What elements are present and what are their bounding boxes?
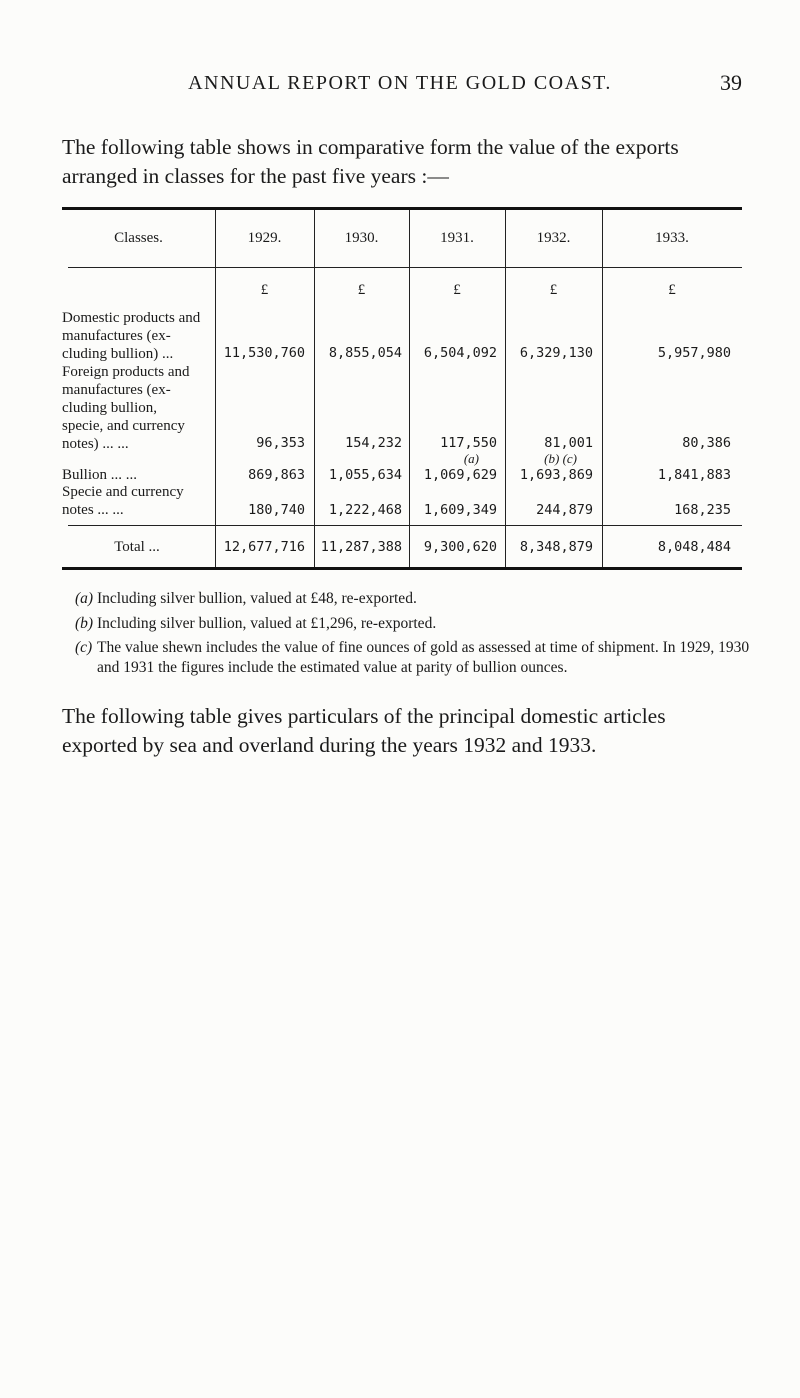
footnote-a (75, 589, 755, 611)
footnote-mark: (c) (75, 639, 93, 656)
col-header-1933: 1933. (655, 230, 689, 246)
intro-paragraph: The following table shows in comparative form the value of the exports arranged in classes for the past five years :— (62, 135, 679, 188)
table-cell: 180,740 (248, 502, 305, 518)
footnote-mark: (a) (75, 590, 94, 607)
table-cell: 11,530,760 (223, 345, 305, 361)
table-cell: 869,863 (248, 467, 305, 483)
table-cell: 81,001 (544, 435, 593, 451)
table-cell: 6,504,092 (423, 345, 497, 361)
col-header-classes: Classes. (114, 230, 163, 246)
currency-symbol: £ (357, 282, 366, 298)
footnote-text: Including silver bullion, valued at £48, re-exported. (97, 590, 417, 607)
table-cell-total: 12,677,716 (223, 539, 305, 555)
table-cell: 6,329,130 (519, 345, 593, 361)
table-top-rule (62, 207, 742, 210)
table-cell: 168,235 (674, 502, 731, 518)
col-header-1932: 1932. (536, 230, 571, 246)
table-bottom-rule (62, 567, 742, 570)
page-number: 39 (720, 70, 742, 95)
currency-symbol: £ (260, 282, 269, 298)
table-cell-total: 11,287,388 (320, 539, 402, 555)
col-header-1930: 1930. (344, 230, 379, 246)
currency-symbol: £ (668, 282, 676, 298)
table-cell: 96,353 (256, 435, 305, 451)
running-title: ANNUAL REPORT ON THE GOLD COAST. (188, 72, 612, 94)
currency-symbol: £ (549, 282, 558, 298)
col-header-1929: 1929. (247, 230, 282, 246)
header-rule (68, 267, 742, 268)
table-cell: 1,841,883 (657, 467, 731, 483)
table-cell: 8,855,054 (328, 345, 402, 361)
footnote-mark-b-c: (b) (c) (544, 451, 577, 466)
row-label-total: Total ... (114, 539, 160, 555)
footnote-mark-a: (a) (463, 451, 479, 466)
footnote-mark: (b) (75, 615, 94, 632)
col-header-1931: 1931. (440, 230, 474, 246)
table-cell: 154,232 (345, 435, 402, 451)
row-label-bullion: Bullion ... ... (62, 467, 138, 483)
table-cell: 80,386 (682, 435, 731, 451)
table-cell: 1,222,468 (328, 502, 402, 518)
table-cell-total: 8,348,879 (519, 539, 593, 555)
table-cell-total: 8,048,484 (657, 539, 731, 555)
closing-paragraph: The following table gives particulars of the principal domestic articles exported by sea and overland during the years 1932 and 1933. (62, 704, 666, 757)
table-cell: 1,055,634 (328, 467, 402, 483)
page-header (0, 70, 800, 98)
footnote-text: The value shewn includes the value of fine ounces of gold as assessed at time of shipment. In 1929, 1930 and 1931 the figures include the estimated value at parity of bullion ounces. (97, 639, 750, 676)
table-cell: 1,609,349 (423, 502, 497, 518)
row-label-foreign: Foreign products and manufactures (ex- cluding bullion, specie, and currency notes) ... ... (62, 364, 190, 452)
footnote-text: Including silver bullion, valued at £1,296, re-exported. (97, 615, 437, 632)
footnote-c (75, 638, 755, 702)
table-cell: 1,693,869 (519, 467, 593, 483)
row-label-domestic: Domestic products and manufactures (ex- cluding bullion) ... (62, 310, 201, 362)
footnote-b (75, 614, 755, 636)
row-label-specie: Specie and currency notes ... ... (62, 484, 184, 518)
table-cell: 5,957,980 (657, 345, 731, 361)
table-cell: 117,550 (440, 435, 497, 451)
table-cell: 244,879 (536, 502, 593, 518)
table-cell-total: 9,300,620 (423, 539, 497, 555)
table-cell: 1,069,629 (423, 467, 497, 483)
currency-symbol: £ (453, 282, 461, 298)
total-rule (68, 525, 742, 526)
